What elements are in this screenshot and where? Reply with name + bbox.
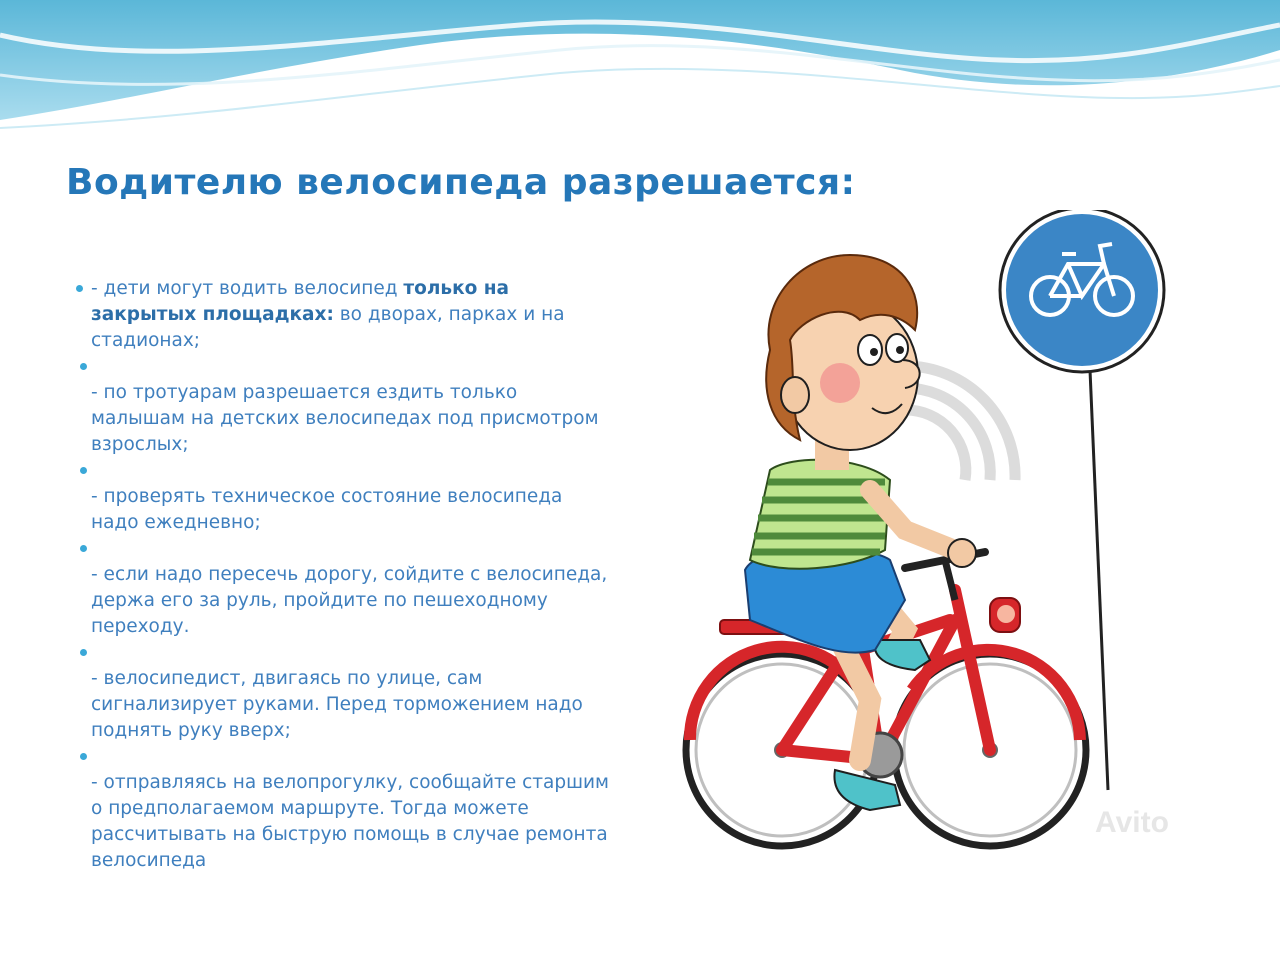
list-item-text: - дети могут водить велосипед <box>91 278 404 299</box>
bullet-dot-icon <box>80 649 87 656</box>
list-item-text: - по тротуарам разрешается ездить только малышам на детских велосипедах под присмотром взрослых; <box>91 382 599 455</box>
bullet-dot-icon <box>80 545 87 552</box>
empty-bullet <box>76 458 611 484</box>
list-item-text: - проверять техническое состояние велосипеда надо ежедневно; <box>91 486 563 533</box>
empty-bullet <box>76 354 611 380</box>
list-item <box>76 276 611 354</box>
list-item <box>76 666 611 744</box>
list-item-text: - если надо пересечь дорогу, сойдите с велосипеда, держа его за руль, пройдите по пешеходному переходу. <box>91 564 608 637</box>
list-item-bold-text: только на закрытых площадках: <box>91 278 510 325</box>
list-item-text: во дворах, парках и на стадионах; <box>91 304 565 351</box>
decorative-wave-header <box>0 0 1280 140</box>
boy-icon <box>745 255 976 810</box>
empty-bullet <box>76 744 611 770</box>
bullet-dot-icon <box>80 753 87 760</box>
empty-bullet <box>76 536 611 562</box>
watermark-text: Avito <box>1095 806 1169 839</box>
bullet-dot-icon <box>76 285 83 292</box>
slide-title: Водителю велосипеда разрешается: <box>66 162 856 203</box>
bullet-dot-icon <box>80 363 87 370</box>
motion-arcs-icon <box>905 366 1015 480</box>
rules-list <box>76 276 611 874</box>
list-item-text: - велосипедист, двигаясь по улице, сам сигнализирует руками. Перед торможением надо поднять руку вверх; <box>91 668 583 741</box>
boy-on-bicycle-illustration <box>660 210 1220 890</box>
list-item <box>76 380 611 458</box>
bullet-dot-icon <box>80 467 87 474</box>
list-item-text: - отправляясь на велопрогулку, сообщайте старшим о предполагаемом маршруте. Тогда можете рассчитывать на быструю помощь в случае ремонта велосипеда <box>91 772 610 871</box>
empty-bullet <box>76 640 611 666</box>
list-item <box>76 562 611 640</box>
list-item <box>76 770 611 874</box>
headlight-icon <box>990 598 1020 632</box>
list-item <box>76 484 611 536</box>
bicycle-road-sign-icon <box>1000 210 1164 790</box>
